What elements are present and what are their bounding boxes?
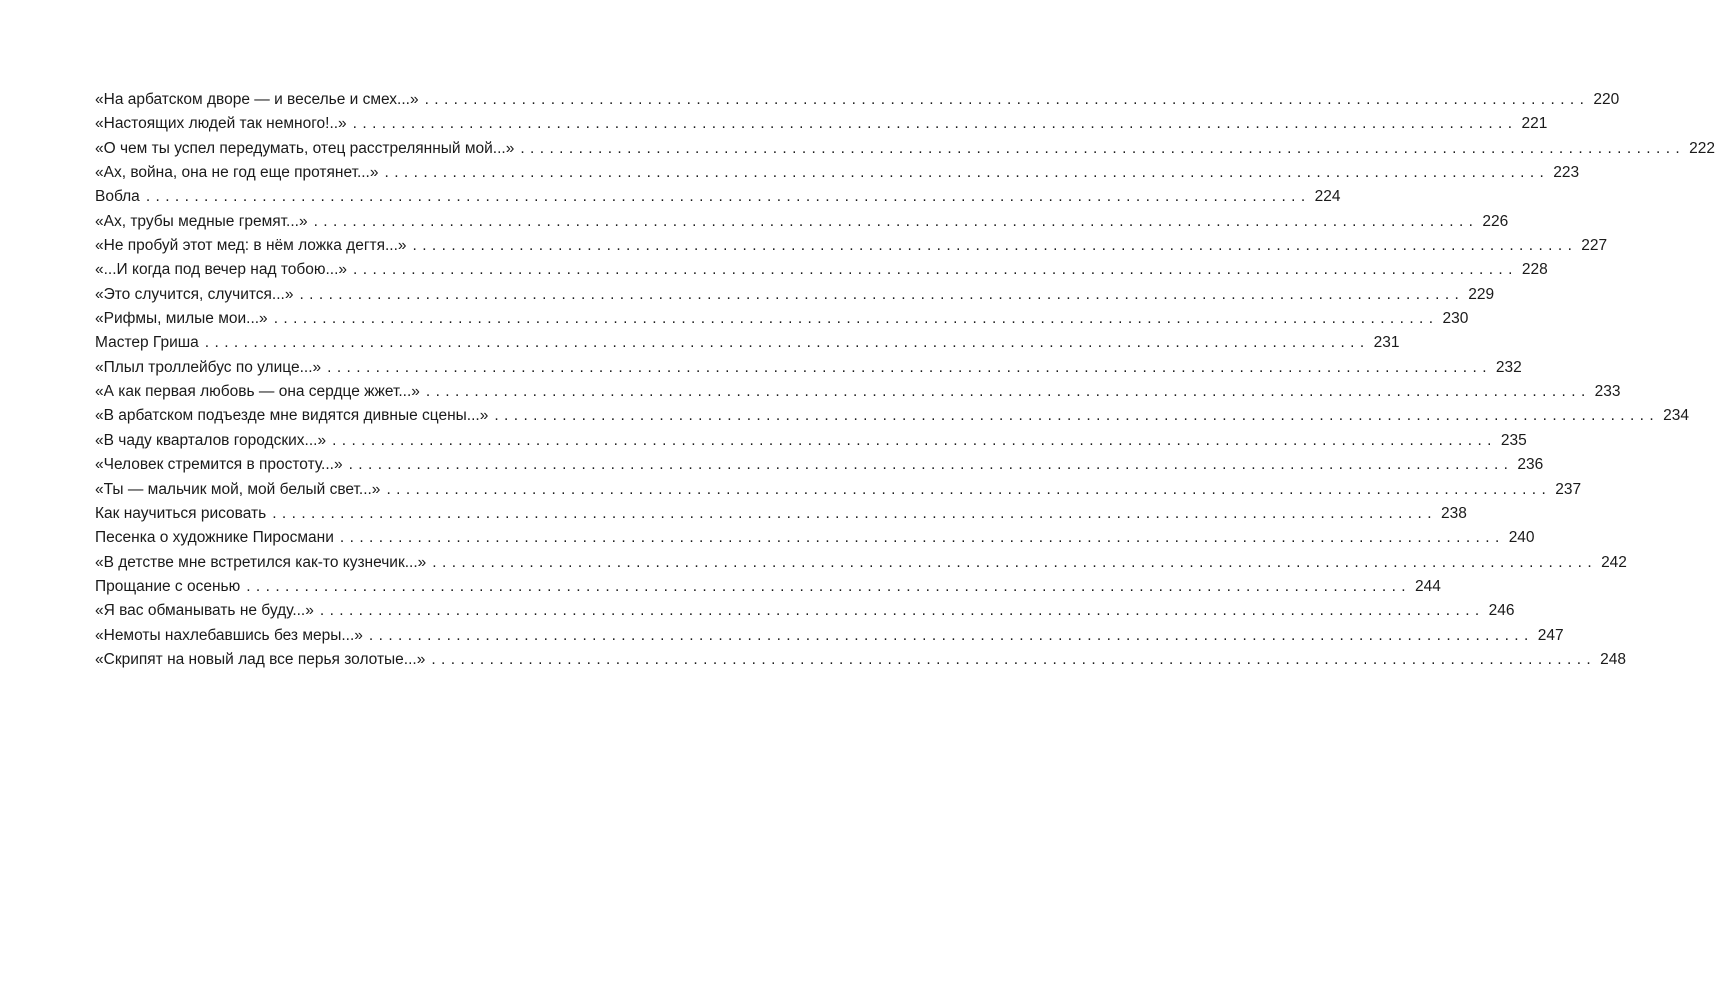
dot-leader: ........................................................................................................................ xyxy=(386,480,1552,498)
toc-entry xyxy=(95,137,1715,161)
toc-entry-title: «На арбатском дворе — и веселье и смех...» xyxy=(95,91,419,108)
toc-entry xyxy=(95,88,1620,112)
toc-entry xyxy=(95,331,1400,355)
toc-entry-page: 220 xyxy=(1593,91,1620,108)
toc-entry xyxy=(95,575,1441,599)
toc-entry xyxy=(95,429,1527,453)
toc-entry-title: «О чем ты успел передумать, отец расстрелянный мой...» xyxy=(95,139,515,157)
toc-entry-page: 233 xyxy=(1594,383,1621,401)
dot-leader: ........................................................................................................................ xyxy=(339,529,1505,547)
dot-leader: ........................................................................................................................ xyxy=(273,310,1439,328)
dot-leader: ........................................................................................................................ xyxy=(424,91,1590,108)
dot-leader: ........................................................................................................................ xyxy=(425,383,1591,401)
table-of-contents xyxy=(95,88,1715,672)
toc-entry xyxy=(95,234,1608,258)
toc-entry xyxy=(95,258,1548,282)
toc-entry-title: «Ах, трубы медные гремят...» xyxy=(95,212,308,230)
toc-entry xyxy=(95,648,1626,672)
toc-entry-page: 238 xyxy=(1440,504,1467,522)
toc-entry xyxy=(95,210,1509,234)
dot-leader: ........................................................................................................................ xyxy=(204,334,1370,352)
toc-entry-page: 222 xyxy=(1689,139,1715,157)
dot-leader: ........................................................................................................................ xyxy=(246,577,1411,595)
toc-entry-title: «В детстве мне встретился как-то кузнечик...» xyxy=(95,553,427,571)
dot-leader: ........................................................................................................................ xyxy=(352,115,1518,133)
toc-entry-title: «Скрипят на новый лад все перья золотые...» xyxy=(95,650,426,668)
toc-entry-title: Как научиться рисовать xyxy=(95,504,267,522)
toc-entry-title: «...И когда под вечер над тобою...» xyxy=(95,261,348,279)
toc-entry xyxy=(95,356,1522,380)
toc-entry xyxy=(95,161,1580,185)
dot-leader: ........................................................................................................................ xyxy=(327,358,1492,376)
toc-entry-page: 221 xyxy=(1521,115,1548,133)
toc-entry-page: 242 xyxy=(1601,553,1627,571)
dot-leader: ........................................................................................................................ xyxy=(272,504,1437,522)
toc-entry-title: Песенка о художнике Пиросмани xyxy=(95,529,334,547)
toc-entry-title: Прощание с осенью xyxy=(95,577,241,595)
toc-entry-page: 246 xyxy=(1488,602,1515,620)
dot-leader: ........................................................................................................................ xyxy=(313,212,1479,230)
toc-entry xyxy=(95,112,1548,136)
toc-entry xyxy=(95,624,1564,648)
toc-entry-page: 234 xyxy=(1663,407,1689,425)
toc-entry-title: «Не пробуй этот мед: в нём ложка дегтя...» xyxy=(95,237,407,255)
toc-entry xyxy=(95,185,1341,209)
toc-entry-title: Мастер Гриша xyxy=(95,334,199,352)
toc-entry-page: 247 xyxy=(1537,626,1564,644)
toc-entry-title: «В чаду кварталов городских...» xyxy=(95,431,327,449)
toc-entry-title: Вобла xyxy=(95,188,140,206)
toc-entry-title: «Это случится, случится...» xyxy=(95,285,294,303)
toc-entry xyxy=(95,453,1544,477)
toc-entry-page: 248 xyxy=(1600,650,1626,668)
toc-entry xyxy=(95,404,1689,428)
dot-leader: ........................................................................................................................ xyxy=(520,139,1686,157)
dot-leader: ........................................................................................................................ xyxy=(332,431,1497,449)
toc-entry-page: 226 xyxy=(1482,212,1509,230)
toc-entry-page: 237 xyxy=(1555,480,1582,498)
toc-entry-page: 229 xyxy=(1468,285,1495,303)
dot-leader: ........................................................................................................................ xyxy=(431,650,1597,668)
dot-leader: ........................................................................................................................ xyxy=(384,164,1550,182)
dot-leader: ........................................................................................................................ xyxy=(412,237,1578,255)
toc-entry-title: «В арбатском подъезде мне видятся дивные сцены...» xyxy=(95,407,489,425)
toc-entry-page: 231 xyxy=(1373,334,1400,352)
dot-leader: ........................................................................................................................ xyxy=(319,602,1485,620)
toc-entry xyxy=(95,551,1627,575)
dot-leader: ........................................................................................................................ xyxy=(432,553,1598,571)
toc-entry-page: 230 xyxy=(1442,310,1469,328)
toc-entry-page: 240 xyxy=(1508,529,1535,547)
dot-leader: ........................................................................................................................ xyxy=(353,261,1518,279)
toc-entry-title: «А как первая любовь — она сердце жжет...» xyxy=(95,383,420,401)
toc-entry-page: 244 xyxy=(1415,577,1441,595)
toc-entry xyxy=(95,380,1621,404)
toc-entry xyxy=(95,283,1495,307)
toc-entry xyxy=(95,526,1535,550)
dot-leader: ........................................................................................................................ xyxy=(299,285,1465,303)
toc-entry xyxy=(95,502,1467,526)
toc-entry-page: 223 xyxy=(1553,164,1580,182)
toc-entry-page: 228 xyxy=(1521,261,1548,279)
toc-entry-title: «Ты — мальчик мой, мой белый свет...» xyxy=(95,480,381,498)
toc-entry xyxy=(95,599,1515,623)
toc-entry xyxy=(95,307,1469,331)
toc-entry-title: «Ах, война, она не год еще протянет...» xyxy=(95,164,379,182)
toc-entry-title: «Человек стремится в простоту...» xyxy=(95,456,343,474)
dot-leader: ........................................................................................................................ xyxy=(494,407,1660,425)
toc-entry-page: 224 xyxy=(1314,188,1341,206)
toc-entry-page: 232 xyxy=(1495,358,1522,376)
toc-entry-title: «Немоты нахлебавшись без меры...» xyxy=(95,626,363,644)
toc-entry-page: 235 xyxy=(1500,431,1527,449)
dot-leader: ........................................................................................................................ xyxy=(145,188,1311,206)
toc-entry-title: «Я вас обманывать не буду...» xyxy=(95,602,314,620)
toc-entry xyxy=(95,478,1582,502)
toc-entry-page: 236 xyxy=(1517,456,1544,474)
toc-entry-title: «Плыл троллейбус по улице...» xyxy=(95,358,322,376)
toc-entry-title: «Настоящих людей так немного!..» xyxy=(95,115,347,133)
dot-leader: ........................................................................................................................ xyxy=(348,456,1514,474)
toc-entry-title: «Рифмы, милые мои...» xyxy=(95,310,268,328)
toc-entry-page: 227 xyxy=(1581,237,1608,255)
dot-leader: ........................................................................................................................ xyxy=(368,626,1534,644)
